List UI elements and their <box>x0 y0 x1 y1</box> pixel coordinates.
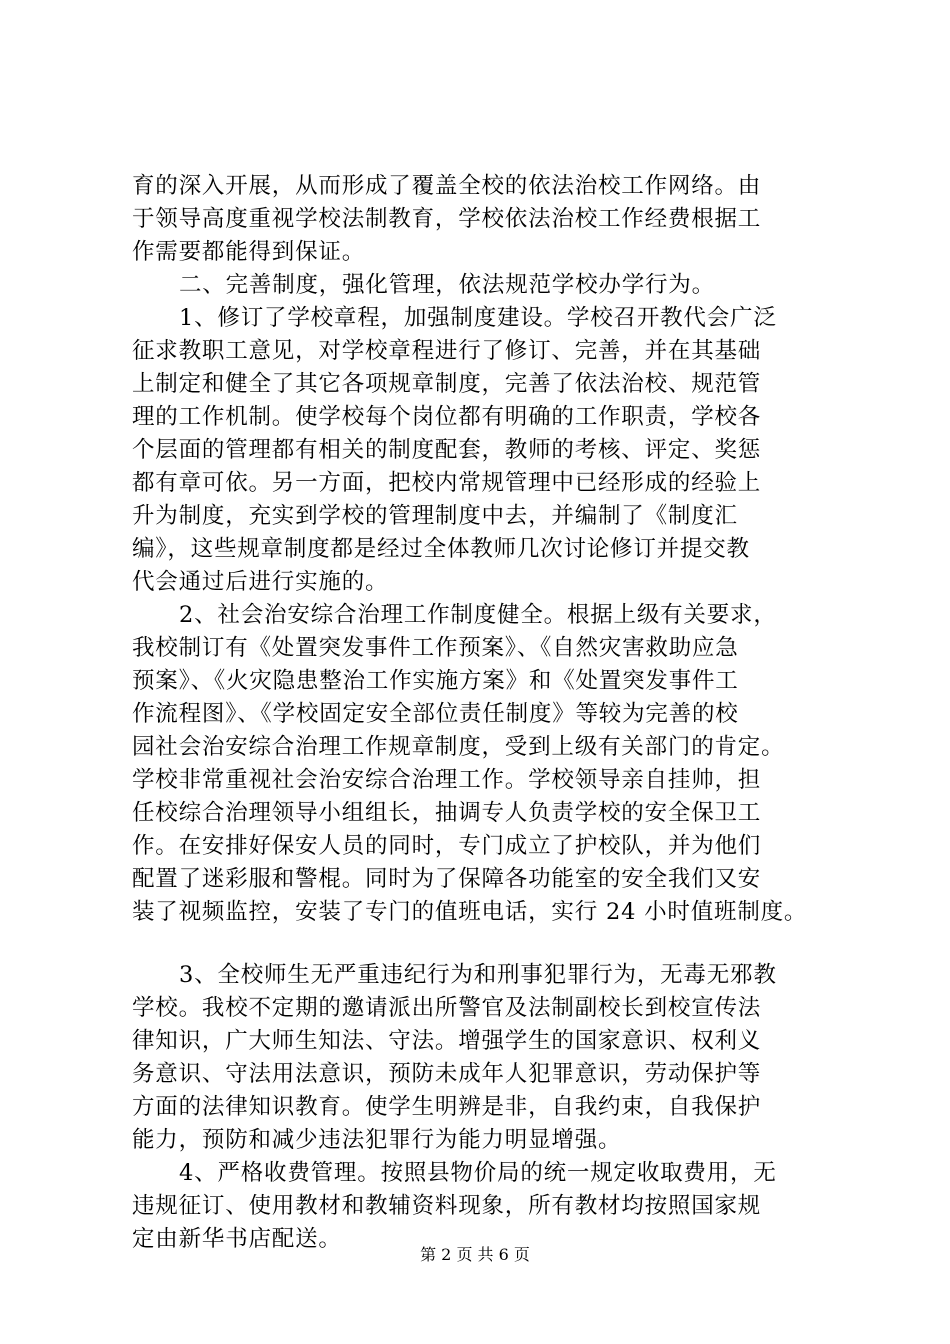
text-line: 律知识，广大师生知法、守法。增强学生的国家意识、权利义 <box>132 1028 762 1054</box>
text-line: 预案》、《火灾隐患整治工作实施方案》和《处置突发事件工 <box>132 668 739 694</box>
text-line: 能力，预防和减少违法犯罪行为能力明显增强。 <box>132 1127 622 1153</box>
text-line: 方面的法律知识教育。使学生明辨是非，自我约束，自我保护 <box>132 1094 762 1120</box>
document-body <box>132 170 852 1256</box>
text-line: 作流程图》、《学校固定安全部位责任制度》等较为完善的校 <box>132 701 739 727</box>
section-heading <box>132 269 852 302</box>
text-line: 园社会治安综合治理工作规章制度，受到上级有关部门的肯定。 <box>132 734 785 760</box>
text-line: 学校非常重视社会治安综合治理工作。学校领导亲自挂帅，担 <box>132 767 762 793</box>
page-number-footer: 第 2 页 共 6 页 <box>420 1245 530 1264</box>
text-line: 1、修订了学校章程，加强制度建设。学校召开教代会广泛 <box>179 305 777 331</box>
text-line: 二、完善制度，强化管理，依法规范学校办学行为。 <box>179 272 715 298</box>
text-line: 作。在安排好保安人员的同时，专门成立了护校队，并为他们 <box>132 833 762 859</box>
text-line: 3、全校师生无严重违纪行为和刑事犯罪行为，无毒无邪教 <box>179 962 777 988</box>
text-line: 任校综合治理领导小组组长，抽调专人负责学校的安全保卫工 <box>132 800 762 826</box>
text-line: 征求教职工意见，对学校章程进行了修订、完善，并在其基础 <box>132 338 762 364</box>
text-line: 定由新华书店配送。 <box>132 1226 342 1252</box>
paragraph-item-3 <box>132 959 852 1157</box>
text-line: 上制定和健全了其它各项规章制度，完善了依法治校、规范管 <box>132 371 762 397</box>
text-line: 育的深入开展，从而形成了覆盖全校的依法治校工作网络。由 <box>132 173 762 199</box>
text-line: 务意识、守法用法意识，预防未成年人犯罪意识，劳动保护等 <box>132 1061 762 1087</box>
text-line: 代会通过后进行实施的。 <box>132 569 389 595</box>
paragraph-continuation <box>132 170 852 269</box>
text-line: 都有章可依。另一方面，把校内常规管理中已经形成的经验上 <box>132 470 762 496</box>
paragraph-item-2 <box>132 599 852 929</box>
text-line: 配置了迷彩服和警棍。同时为了保障各功能室的安全我们又安 <box>132 866 762 892</box>
text-line: 违规征订、使用教材和教辅资料现象，所有教材均按照国家规 <box>132 1193 762 1219</box>
text-line: 我校制订有《处置突发事件工作预案》、《自然灾害救助应急 <box>132 635 739 661</box>
text-line: 学校。我校不定期的邀请派出所警官及法制副校长到校宣传法 <box>132 995 762 1021</box>
text-line: 升为制度，充实到学校的管理制度中去，并编制了《制度汇 <box>132 503 738 529</box>
text-line: 于领导高度重视学校法制教育，学校依法治校工作经费根据工 <box>132 206 762 232</box>
text-line: 4、严格收费管理。按照县物价局的统一规定收取费用，无 <box>179 1160 777 1186</box>
text-line: 编》，这些规章制度都是经过全体教师几次讨论修订并提交教 <box>132 536 750 562</box>
text-line: 2、社会治安综合治理工作制度健全。根据上级有关要求， <box>179 602 777 628</box>
paragraph-item-1 <box>132 302 852 599</box>
text-line: 作需要都能得到保证。 <box>132 239 366 265</box>
paragraph-spacer <box>132 929 852 959</box>
paragraph-item-4 <box>132 1157 852 1256</box>
text-line: 装了视频监控，安装了专门的值班电话，实行 24 小时值班制度。 <box>132 899 808 925</box>
text-line: 个层面的管理都有相关的制度配套，教师的考核、评定、奖惩 <box>132 437 762 463</box>
text-line: 理的工作机制。使学校每个岗位都有明确的工作职责，学校各 <box>132 404 762 430</box>
